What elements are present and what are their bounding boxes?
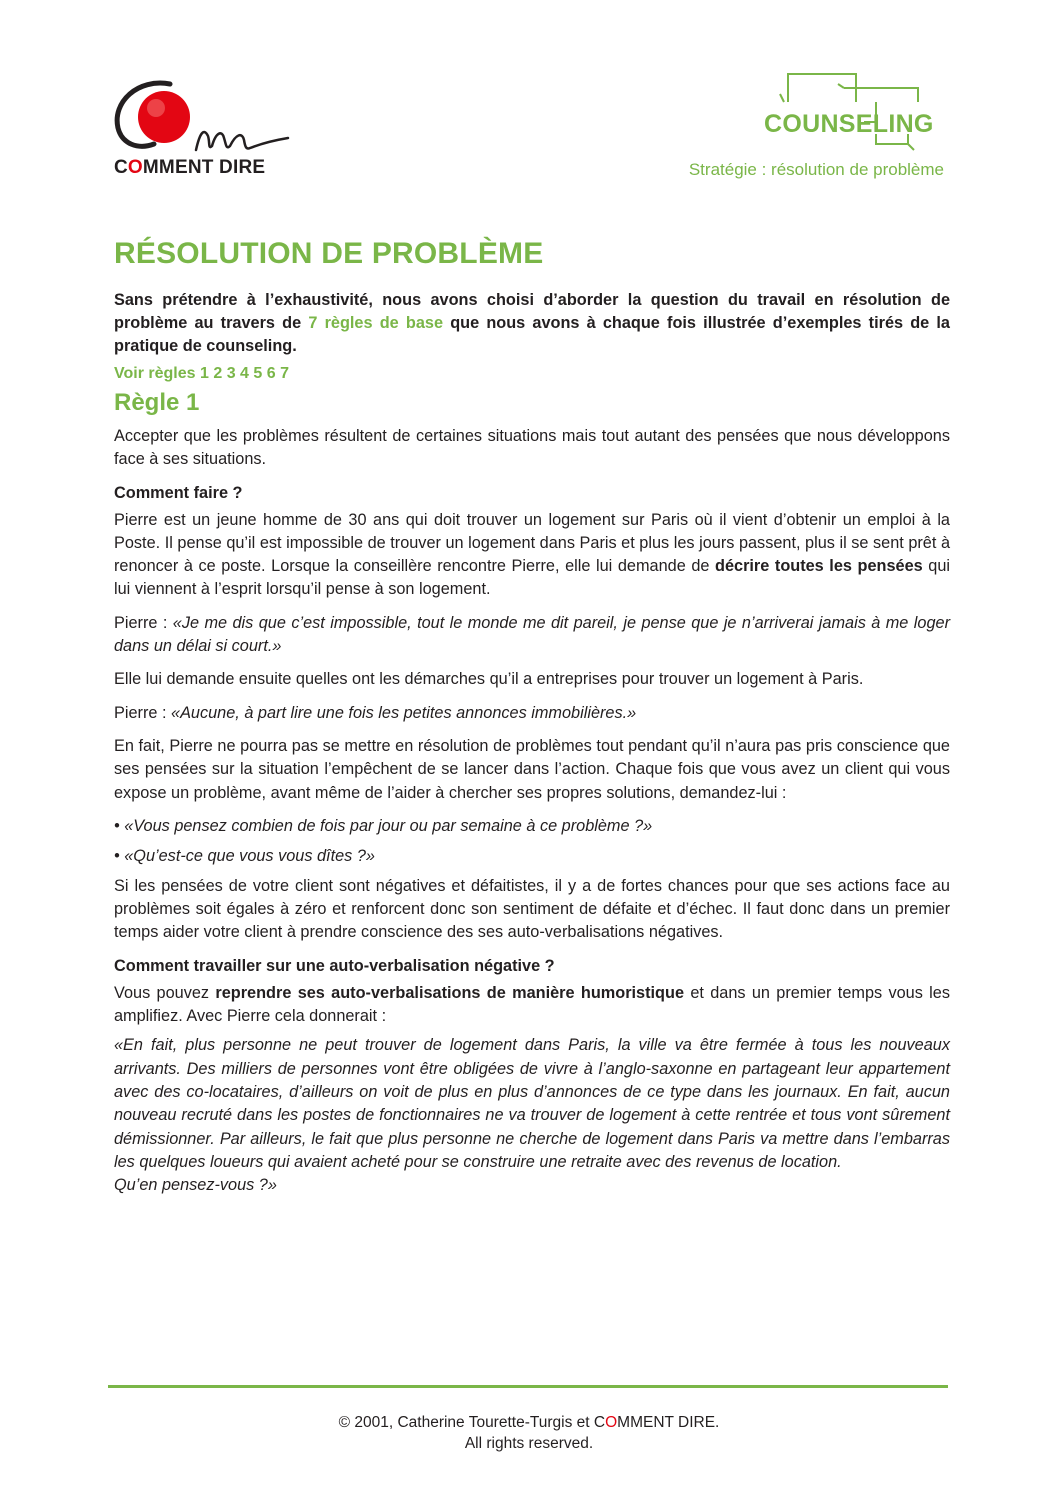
- footer-divider: [108, 1385, 948, 1388]
- brand-name: COMMENT DIRE: [114, 157, 266, 178]
- logo-m-stroke: [196, 132, 288, 150]
- bullet-item: • «Vous pensez combien de fois par jour ou par semaine à ce problème ?»: [114, 816, 653, 835]
- negative-thoughts-paragraph: Si les pensées de votre client sont négatives et défaitistes, il y a de fortes chances pour que ses actions face au problèmes soit égales à zéro et renforcent donc son sentiment de défaite et d’échec. Il faut donc dans un premier temps aider votre client à prendre conscience des ses auto-verbalisations négatives.: [114, 876, 950, 942]
- rule-link-6[interactable]: 6: [266, 365, 276, 382]
- pierre-quote-2: Pierre : «Aucune, à part lire une fois les petites annonces immobilières.»: [114, 703, 637, 722]
- how-to-heading: Comment faire ?: [114, 483, 243, 502]
- intro-paragraph: Sans prétendre à l’exhaustivité, nous avons choisi d’aborder la question du travail en résolution de problème au travers de 7 règles de base que nous avons à chaque fois illustrée d’exemples tirés de la pratique de counseling.: [114, 291, 950, 355]
- technique-heading: Comment travailler sur une auto-verbalisation négative ?: [114, 956, 555, 975]
- technique-paragraph: Vous pouvez reprendre ses auto-verbalisations de manière humoristique et dans un premier temps vous les amplifiez. Avec Pierre cela donnerait :: [114, 983, 950, 1026]
- counseling-title: COUNSELING: [764, 110, 934, 138]
- rule-heading: Règle 1: [114, 389, 200, 416]
- pierre-quote-1: Pierre : «Je me dis que c’est impossible, tout le monde me dit pareil, je pense que je n’arriverai jamais à me loger dans un délai si court.»: [114, 613, 950, 656]
- strategy-subtitle: Stratégie : résolution de problème: [688, 160, 944, 179]
- rule-link-1[interactable]: 1: [199, 365, 209, 382]
- logo-red-sphere: [138, 91, 190, 143]
- rule-statement: Accepter que les problèmes résultent de certaines situations mais tout autant des pensées que nous développons face à ses situations.: [114, 427, 950, 469]
- footer-copyright: © 2001, Catherine Tourette-Turgis et COMMENT DIRE. All rights reserved.: [338, 1414, 720, 1452]
- counselor-question: Elle lui demande ensuite quelles ont les démarches qu’il a entreprises pour trouver un logement à Paris.: [114, 670, 864, 689]
- rule-link-7[interactable]: 7: [280, 365, 290, 382]
- pierre-case-paragraph: Pierre est un jeune homme de 30 ans qui doit trouver un logement sur Paris où il vient d’obtenir un emploi à la Poste. Il pense qu’il est impossible de trouver un logement dans Paris et plus les jours passent, plus il se sent prêt à renoncer à ce poste. Lorsque la conseillère rencontre Pierre, elle lui demande de décrire toutes les pensées qui lui viennent à l’esprit lorsqu’il pense à son logement.: [114, 510, 950, 599]
- rule-link-5[interactable]: 5: [253, 365, 263, 382]
- main-content: [114, 237, 950, 1197]
- page-title: RÉSOLUTION DE PROBLÈME: [114, 237, 544, 270]
- humorous-amplification-quote: «En fait, plus personne ne peut trouver de logement dans Paris, la ville va être fermée à tous les nouveaux arrivants. Des milliers de personnes vont être obligées de vivre à l’anglo-saxonne en partageant leur appartement avec des co-locataires, d’ailleurs on voit de plus en plus d’annonces de ce type dans les journaux. En fait, aucun nouveau recruté dans les postes de fonctionnaires ne va trouver de logement à cette rentrée et tous vont sûrement démissionner. Par ailleurs, le fait que plus personne ne cherche de logement dans Paris va mettre dans l’embarras les quelques loueurs qui avaient acheté pour se construire une retraite avec des revenus de location. Qu’en pensez-vous ?»: [114, 1036, 950, 1195]
- rule-link-2[interactable]: 2: [213, 365, 223, 382]
- rule-link-4[interactable]: 4: [240, 365, 249, 382]
- rules-highlight: 7 règles de base: [308, 314, 444, 332]
- rule-link-3[interactable]: 3: [226, 365, 236, 382]
- rules-links: [114, 365, 950, 383]
- explanation-paragraph: En fait, Pierre ne pourra pas se mettre en résolution de problèmes tout pendant qu’il n’aura pas pris conscience que ses pensées sur la situation l’empêchent de se lancer dans l’action. Chaque fois que vous avez un client qui vous expose un problème, avant même de l’aider à chercher ses propres solutions, demandez-lui :: [114, 736, 950, 802]
- bullet-item: • «Qu’est-ce que vous vous dîtes ?»: [114, 846, 375, 865]
- voir-label: Voir règles: [114, 365, 196, 382]
